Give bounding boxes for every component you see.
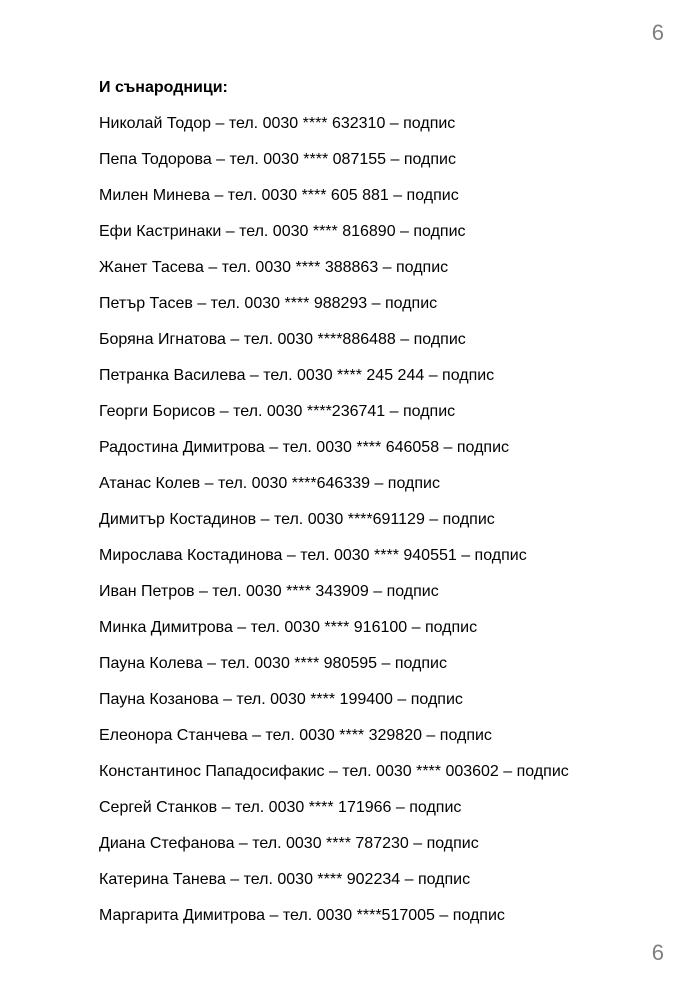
- signatory-entry: Димитър Костадинов – тел. 0030 ****691129 – подпис: [99, 511, 495, 528]
- signatory-entry: Минка Димитрова – тел. 0030 **** 916100 – подпис: [99, 619, 478, 636]
- signatory-entry: Петранка Василева – тел. 0030 **** 245 244 – подпис: [99, 367, 495, 384]
- signatory-entry: Елеонора Станчева – тел. 0030 **** 329820 – подпис: [99, 727, 492, 744]
- signatory-entry: Катерина Танева – тел. 0030 **** 902234 – подпис: [99, 871, 471, 888]
- signatory-entry: Маргарита Димитрова – тел. 0030 ****517005 – подпис: [99, 907, 505, 924]
- signatory-entry: Николай Тодор – тел. 0030 **** 632310 – подпис: [99, 115, 456, 132]
- signatory-entry: Иван Петров – тел. 0030 **** 343909 – подпис: [99, 583, 439, 600]
- signatory-entry: Пепа Тодорова – тел. 0030 **** 087155 – подпис: [99, 151, 456, 168]
- section-heading: И сънародници:: [99, 79, 228, 96]
- signatory-entry: Атанас Колев – тел. 0030 ****646339 – подпис: [99, 475, 440, 492]
- signatory-entry: Мирослава Костадинова – тел. 0030 **** 940551 – подпис: [99, 547, 527, 564]
- signatory-list: [99, 112, 679, 928]
- signatory-entry: Диана Стефанова – тел. 0030 **** 787230 – подпис: [99, 835, 479, 852]
- signatory-entry: Боряна Игнатова – тел. 0030 ****886488 – подпис: [99, 331, 466, 348]
- signatory-entry: Константинос Пападосифакис – тел. 0030 **** 003602 – подпис: [99, 763, 569, 780]
- signatory-entry: Георги Борисов – тел. 0030 ****236741 – подпис: [99, 403, 456, 420]
- signatory-entry: Жанет Тасева – тел. 0030 **** 388863 – подпис: [99, 259, 449, 276]
- signatory-entry: Петър Тасев – тел. 0030 **** 988293 – подпис: [99, 295, 438, 312]
- document-body: [99, 76, 679, 940]
- page-number-top: 6: [651, 20, 664, 45]
- signatory-entry: Радостина Димитрова – тел. 0030 **** 646058 – подпис: [99, 439, 510, 456]
- signatory-entry: Ефи Кастринаки – тел. 0030 **** 816890 – подпис: [99, 223, 466, 240]
- signatory-entry: Пауна Козанова – тел. 0030 **** 199400 – подпис: [99, 691, 463, 708]
- page-number-bottom: 6: [651, 940, 664, 965]
- signatory-entry: Пауна Колева – тел. 0030 **** 980595 – подпис: [99, 655, 447, 672]
- signatory-entry: Милен Минева – тел. 0030 **** 605 881 – подпис: [99, 187, 459, 204]
- signatory-entry: Сергей Станков – тел. 0030 **** 171966 – подпис: [99, 799, 462, 816]
